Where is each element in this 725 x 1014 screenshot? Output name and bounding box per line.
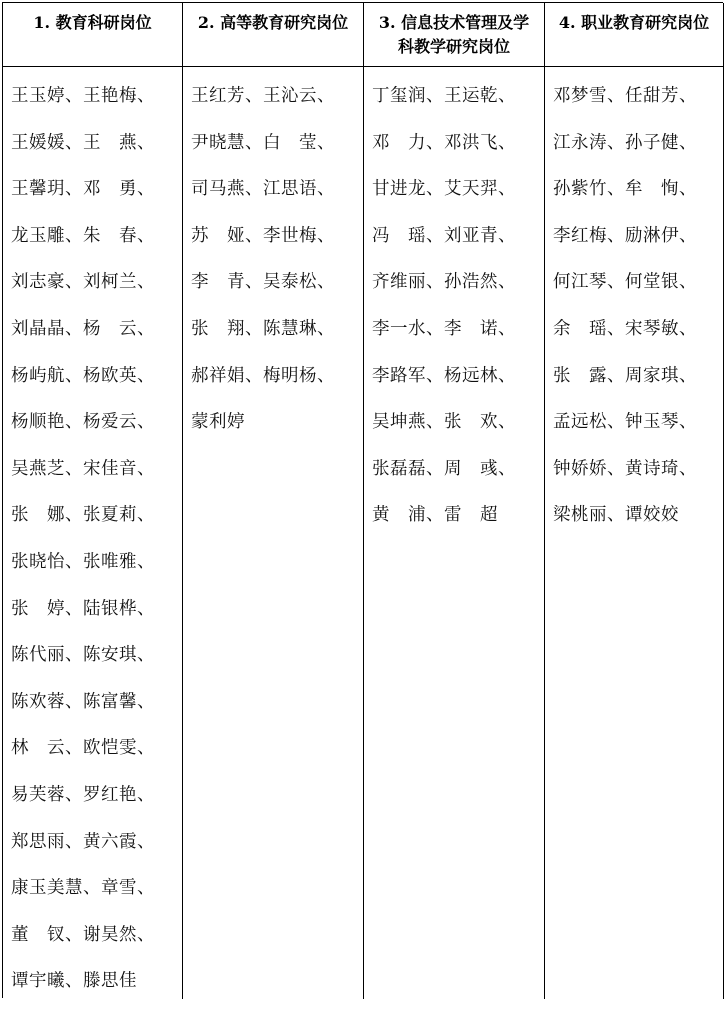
name-row: 龙玉雕、朱 春、: [11, 225, 155, 246]
name-row: 张 翔、陈慧琳、: [191, 318, 335, 339]
name-row: 王玉婷、王艳梅、: [11, 86, 155, 106]
column-header-line: 2. 高等教育研究岗位: [197, 13, 349, 32]
name-row: 康玉美慧、章雪、: [11, 878, 155, 899]
name-row: 何江琴、何堂银、: [553, 272, 697, 293]
column-higher-education-research: [183, 3, 364, 999]
name-row: 张 婷、陆银桦、: [11, 598, 155, 619]
name-row: 冯 瑶、刘亚青、: [372, 225, 516, 246]
name-row: 江永涛、孙子健、: [553, 132, 697, 153]
name-row: 李路军、杨远林、: [372, 365, 516, 386]
name-row: 丁玺润、王运乾、: [372, 86, 516, 106]
name-row: 李红梅、励淋伊、: [553, 225, 697, 246]
name-row: 陈欢蓉、陈富馨、: [11, 691, 155, 712]
column-header-line: 1. 教育科研岗位: [33, 13, 152, 32]
column-it-management-teaching-research: [364, 3, 545, 999]
name-row: 邓梦雪、任甜芳、: [553, 86, 697, 106]
name-row: 郝祥娟、梅明杨、: [191, 365, 335, 386]
name-row: 孙紫竹、牟 恂、: [553, 179, 697, 200]
column-education-research: [3, 3, 183, 999]
name-row: 钟娇娇、黄诗琦、: [553, 458, 697, 479]
name-row: 吴燕芝、宋佳音、: [11, 458, 155, 479]
name-row: 杨顺艳、杨爱云、: [11, 412, 155, 433]
name-row: 孟远松、钟玉琴、: [553, 412, 697, 433]
name-row: 王媛媛、王 燕、: [11, 132, 155, 153]
name-row: 黄 浦、雷 超: [372, 505, 498, 526]
name-row: 梁桃丽、谭姣姣: [553, 505, 679, 526]
name-row: 刘志豪、刘柯兰、: [11, 272, 155, 293]
column-header: [364, 3, 544, 67]
name-row: 王馨玥、邓 勇、: [11, 179, 155, 200]
column-header-line: 4. 职业教育研究岗位: [558, 13, 710, 32]
name-row: 易芙蓉、罗红艳、: [11, 784, 155, 805]
staff-table: [2, 2, 723, 998]
column-header: [3, 3, 182, 67]
name-row: 苏 娅、李世梅、: [191, 225, 335, 246]
name-row: 余 瑶、宋琴敏、: [553, 318, 697, 339]
name-row: 吴坤燕、张 欢、: [372, 412, 516, 433]
name-row: 刘晶晶、杨 云、: [11, 318, 155, 339]
column-body: [3, 67, 182, 1014]
name-row: 邓 力、邓洪飞、: [372, 132, 516, 153]
column-header: [183, 3, 363, 67]
name-row: 董 钗、谢昊然、: [11, 924, 155, 945]
column-header-line: 科教学研究岗位: [397, 37, 510, 56]
name-row: 陈代丽、陈安琪、: [11, 645, 155, 666]
name-row: 谭宇曦、滕思佳: [11, 971, 137, 992]
column-header: [545, 3, 723, 67]
name-row: 蒙利婷: [191, 412, 245, 433]
column-vocational-education-research: [545, 3, 724, 999]
name-row: 张 露、周家琪、: [553, 365, 697, 386]
column-body: [364, 67, 544, 548]
column-body: [183, 67, 363, 455]
name-row: 王红芳、王沁云、: [191, 86, 335, 106]
name-row: 张磊磊、周 彧、: [372, 458, 516, 479]
name-row: 甘进龙、艾天羿、: [372, 179, 516, 200]
name-row: 林 云、欧恺雯、: [11, 738, 155, 759]
name-row: 张 娜、张夏莉、: [11, 505, 155, 526]
name-row: 郑思雨、黄六霞、: [11, 831, 155, 852]
name-row: 张晓怡、张唯雅、: [11, 551, 155, 572]
name-row: 尹晓慧、白 莹、: [191, 132, 335, 153]
name-row: 李 青、吴泰松、: [191, 272, 335, 293]
column-body: [545, 67, 723, 548]
name-row: 杨屿航、杨欧英、: [11, 365, 155, 386]
name-row: 李一水、李 诺、: [372, 318, 516, 339]
name-row: 齐维丽、孙浩然、: [372, 272, 516, 293]
name-row: 司马燕、江思语、: [191, 179, 335, 200]
column-header-line: 3. 信息技术管理及学: [378, 13, 530, 32]
